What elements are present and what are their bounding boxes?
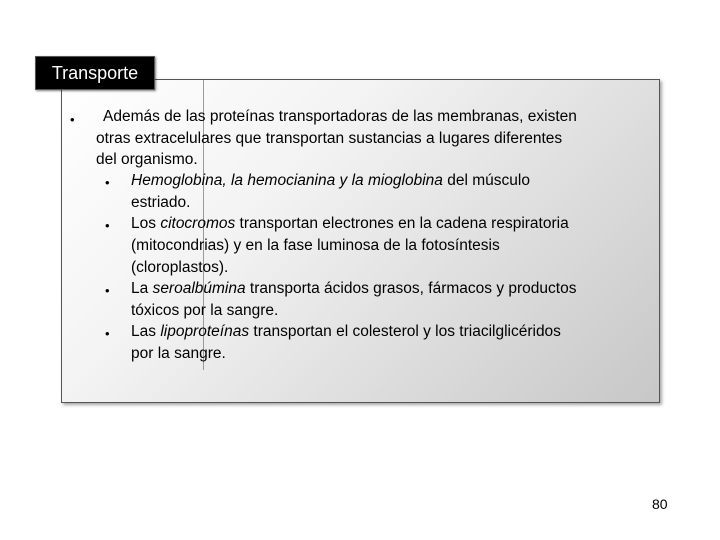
main-bullet-line-3: del organismo. <box>96 151 198 168</box>
text-segment: transporta ácidos grasos, fármacos y productos <box>245 280 577 297</box>
sub-bullet-4-line-2: por la sangre. <box>131 345 226 362</box>
italic-term: seroalbúmina <box>152 280 246 297</box>
main-bullet-line-1: Además de las proteínas transportadoras de las membranas, existen <box>103 108 577 125</box>
main-bullet-line-2: otras extracelulares que transportan sustancias a lugares diferentes <box>96 130 563 147</box>
sub-bullet-marker: • <box>105 218 110 233</box>
sub-bullet-2-line-2: (mitocondrias) y en la fase luminosa de la fotosíntesis <box>131 237 500 254</box>
italic-term: lipoproteínas <box>160 323 250 340</box>
page-number: 80 <box>652 496 668 512</box>
text-segment: La <box>131 280 153 297</box>
sub-bullet-3-line-2: tóxicos por la sangre. <box>131 302 279 319</box>
sub-bullet-4-line-1 <box>131 323 561 341</box>
slide-title: Transporte <box>35 56 155 90</box>
sub-bullet-marker: • <box>105 175 110 190</box>
text-segment: transportan electrones en la cadena respiratoria <box>235 215 569 232</box>
sub-bullet-1-line-1 <box>131 172 530 190</box>
bullet-marker: • <box>70 112 75 127</box>
text-segment: Las <box>131 323 161 340</box>
italic-term: Hemoglobina, la hemocianina y la mioglobina <box>131 172 443 189</box>
sub-bullet-marker: • <box>105 326 110 341</box>
text-segment: Los <box>131 215 161 232</box>
sub-bullet-3-line-1 <box>131 280 576 298</box>
sub-bullet-2-line-1 <box>131 215 569 233</box>
sub-bullet-marker: • <box>105 283 110 298</box>
text-segment: transportan el colesterol y los triacilglicéridos <box>249 323 561 340</box>
sub-bullet-2-line-3: (cloroplastos). <box>131 259 229 276</box>
text-segment: del músculo <box>442 172 530 189</box>
italic-term: citocromos <box>160 215 236 232</box>
sub-bullet-1-line-2: estriado. <box>131 194 191 211</box>
